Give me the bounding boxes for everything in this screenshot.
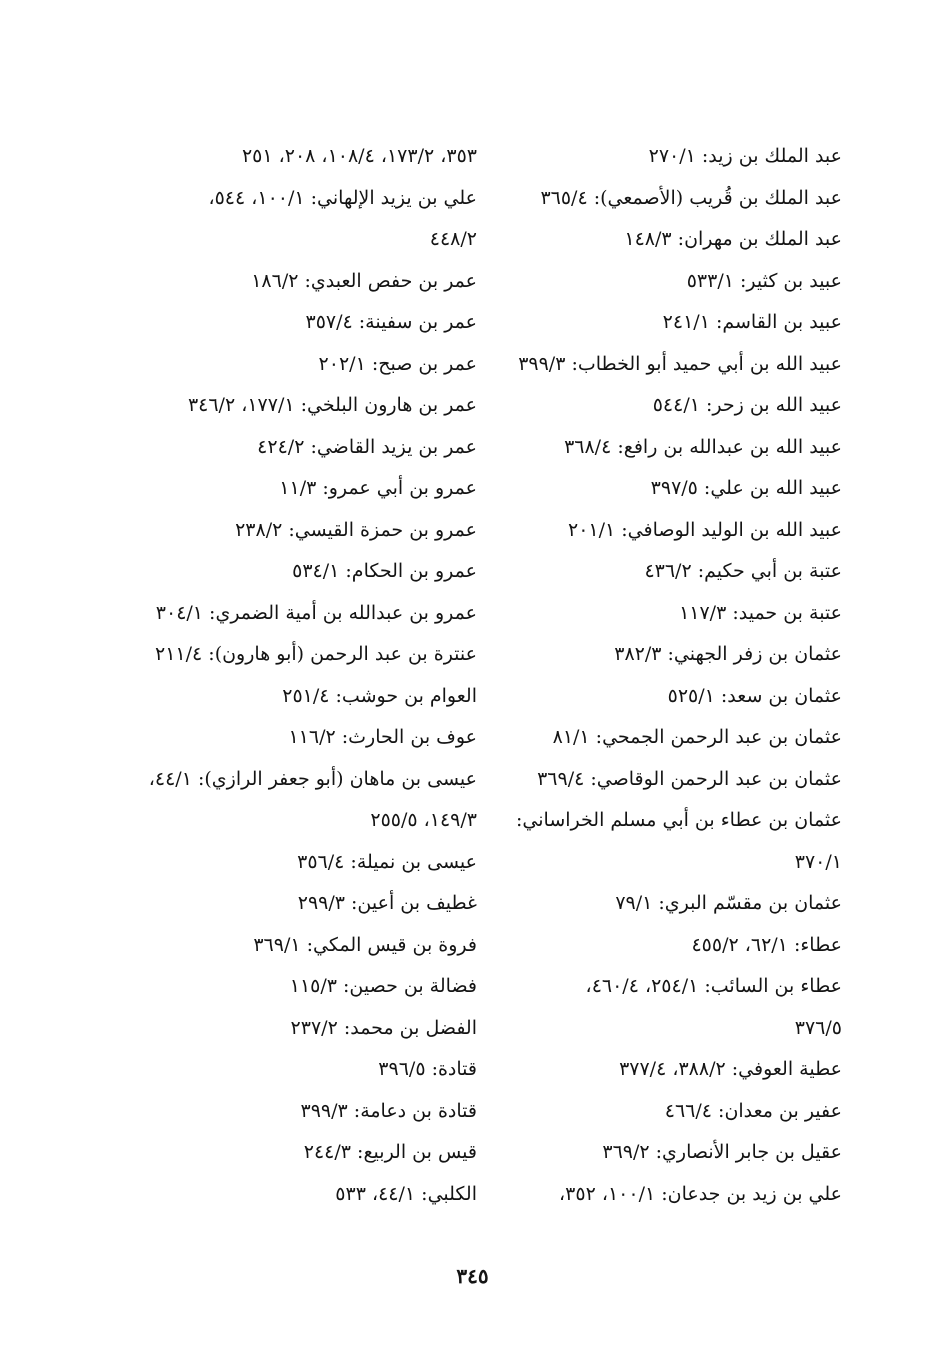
index-entry-continuation: ٣٥٣، ١٧٣/٢، ١٠٨/٤، ٢٠٨، ٢٥١ <box>241 145 477 167</box>
index-entry-continuation: ٣٧٦/٥ <box>794 1016 842 1039</box>
index-entry: عتبة بن أبي حكيم: ٤٣٦/٢ <box>644 560 842 582</box>
index-entry: العوام بن حوشب: ٢٥١/٤ <box>282 684 477 707</box>
index-entry: عتبة بن حميد: ١١٧/٣ <box>679 601 842 624</box>
index-entry: عيسى بن ماهان (أبو جعفر الرازي): ٤٤/١، <box>148 767 477 790</box>
index-entry: عمرو بن أبي عمرو: ١١/٣ <box>279 477 477 499</box>
index-entry: عنترة بن عبد الرحمن (أبو هارون): ٢١١/٤ <box>155 643 477 665</box>
index-entry: عبيد الله بن عبدالله بن رافع: ٣٦٨/٤ <box>564 435 842 458</box>
index-entry-continuation: ١٤٩/٣، ٢٥٥/٥ <box>370 809 477 831</box>
page-number: ٣٤٥ <box>456 1264 489 1288</box>
index-entry: عيسى بن نميلة: ٣٥٦/٤ <box>297 850 477 873</box>
index-entry: عبد الملك بن زيد: ٢٧٠/١ <box>648 145 842 167</box>
index-entry: عطاء بن السائب: ٢٥٤/١، ٤٦٠/٤، <box>585 975 842 997</box>
index-entry: قيس بن الربيع: ٢٤٤/٣ <box>303 1141 477 1163</box>
index-entry: عقيل بن جابر الأنصاري: ٣٦٩/٢ <box>602 1141 842 1163</box>
index-column-left <box>132 136 477 1215</box>
index-column-right <box>502 136 842 1215</box>
index-entry: عمر بن سفينة: ٣٥٧/٤ <box>305 311 477 333</box>
index-entry: عمرو بن حمزة القيسي: ٢٣٨/٢ <box>235 518 477 541</box>
index-entry: قتادة بن دعامة: ٣٩٩/٣ <box>300 1099 477 1122</box>
index-entry-continuation: ٣٧٠/١ <box>794 850 842 873</box>
index-entry: عبد الملك بن مهران: ١٤٨/٣ <box>624 228 842 250</box>
index-entry: عوف بن الحارث: ١١٦/٢ <box>288 726 477 748</box>
index-entry: عمر بن هارون البلخي: ١٧٧/١، ٣٤٦/٢ <box>187 394 477 416</box>
index-entry: غطيف بن أعين: ٢٩٩/٣ <box>297 892 477 914</box>
index-entry: علي بن زيد بن جدعان: ١٠٠/١، ٣٥٢، <box>559 1182 842 1205</box>
index-entry: عبيد الله بن علي: ٣٩٧/٥ <box>650 477 842 499</box>
index-entry: عبيد الله بن زحر: ٥٤٤/١ <box>652 394 842 416</box>
index-entry: الفضل بن محمد: ٢٣٧/٢ <box>290 1016 477 1039</box>
index-entry: عمر بن صبح: ٢٠٢/١ <box>318 352 477 375</box>
index-entry: عطاء: ٦٢/١، ٤٥٥/٢ <box>691 933 842 956</box>
index-entry: الكلبي: ٤٤/١، ٥٣٣ <box>335 1182 477 1205</box>
index-entry: عثمان بن عبد الرحمن الجمحي: ٨١/١ <box>552 726 842 748</box>
index-entry: عثمان بن عبد الرحمن الوقاصي: ٣٦٩/٤ <box>537 767 842 790</box>
index-entry: عثمان بن عطاء بن أبي مسلم الخراساني: <box>516 809 842 831</box>
index-entry: عبيد بن القاسم: ٢٤١/١ <box>662 311 842 333</box>
index-entry: عمرو بن عبدالله بن أمية الضمري: ٣٠٤/١ <box>155 601 477 624</box>
index-entry: عبيد الله بن الوليد الوصافي: ٢٠١/١ <box>567 518 842 541</box>
index-entry: فضالة بن حصين: ١١٥/٣ <box>289 975 477 997</box>
index-entry: فروة بن قيس المكي: ٣٦٩/١ <box>253 933 477 956</box>
index-entry: قتادة: ٣٩٦/٥ <box>378 1058 477 1080</box>
index-entry: عمر بن يزيد القاضي: ٤٢٤/٢ <box>257 435 477 458</box>
index-entry: عمرو بن الحكام: ٥٣٤/١ <box>292 560 477 582</box>
index-entry: عبيد بن كثير: ٥٣٣/١ <box>686 269 842 292</box>
index-entry: عطية العوفي: ٣٨٨/٢، ٣٧٧/٤ <box>619 1058 842 1080</box>
index-entry: عثمان بن مقسّم البري: ٧٩/١ <box>615 892 842 914</box>
index-entry: عبد الملك بن قُريب (الأصمعي): ٣٦٥/٤ <box>540 186 842 209</box>
index-entry: عثمان بن سعد: ٥٢٥/١ <box>667 684 842 707</box>
index-entry: عبيد الله بن أبي حميد أبو الخطاب: ٣٩٩/٣ <box>518 352 842 375</box>
index-entry: عمر بن حفص العبدي: ١٨٦/٢ <box>251 269 477 292</box>
index-entry: علي بن يزيد الإلهاني: ١٠٠/١، ٥٤٤، <box>208 186 477 209</box>
index-entry: عفير بن معدان: ٤٦٦/٤ <box>664 1099 842 1122</box>
index-entry: عثمان بن زفر الجهني: ٣٨٢/٣ <box>614 643 842 665</box>
index-entry-continuation: ٤٤٨/٢ <box>429 228 477 250</box>
